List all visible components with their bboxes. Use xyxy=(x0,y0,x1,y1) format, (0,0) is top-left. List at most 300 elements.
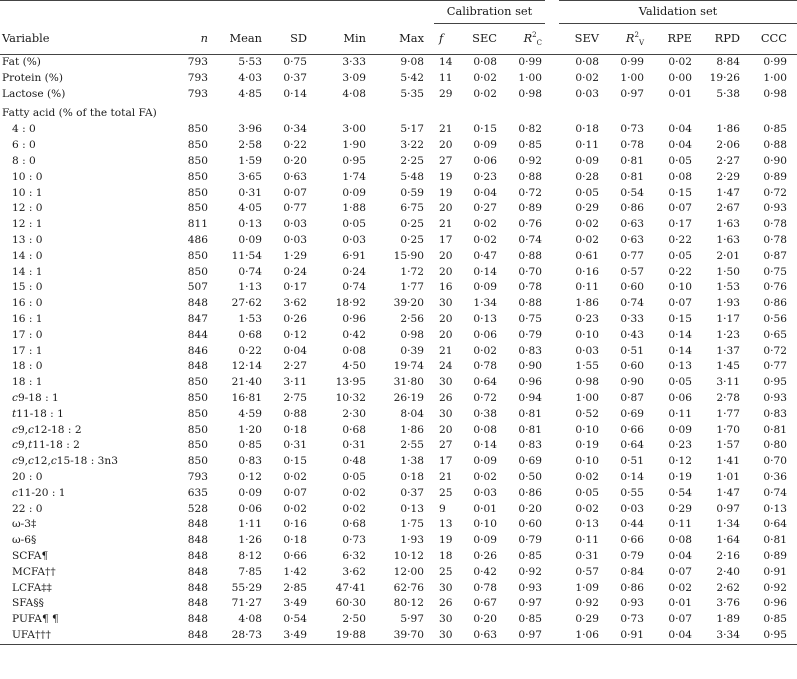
cell-value: 30 xyxy=(439,376,453,389)
table-row xyxy=(0,201,797,217)
cell-value: 0·11 xyxy=(668,518,692,531)
cell-value: 0·78 xyxy=(473,581,497,594)
cell-value: 0·04 xyxy=(283,344,307,357)
cell-value: 850 xyxy=(187,439,208,452)
section-label: Fatty acid (% of the total FA) xyxy=(2,106,157,119)
cell-value: 1·72 xyxy=(400,265,424,278)
cell-value: 3·22 xyxy=(400,139,424,152)
cell-value: 1·29 xyxy=(283,249,307,262)
cell-value: 0·68 xyxy=(238,328,262,341)
cell-value: 27 xyxy=(439,439,453,452)
cell-value: 3·76 xyxy=(716,597,740,610)
cell-value: 0·86 xyxy=(518,486,542,499)
cell-value: 0·78 xyxy=(763,233,787,246)
cell-value: 0·01 xyxy=(473,502,497,515)
cell-value: 3·34 xyxy=(702,628,750,644)
cell-value: 30 xyxy=(439,581,453,594)
cell-value: 4·85 xyxy=(238,87,262,100)
cell-value: 0·36 xyxy=(763,470,787,483)
cell-value: 0·06 xyxy=(668,391,692,404)
cell-value: 26 xyxy=(439,391,453,404)
cell-value: 0·88 xyxy=(283,407,307,420)
table-row xyxy=(0,612,797,628)
cell-value: 1·47 xyxy=(716,486,740,499)
table-row xyxy=(0,438,797,454)
cell-value: 0·02 xyxy=(668,56,692,68)
table-row xyxy=(0,170,797,186)
table-row xyxy=(0,186,797,202)
cell-value: 0·85 xyxy=(518,613,542,626)
cell-value: 1·53 xyxy=(238,312,262,325)
cell-value: 850 xyxy=(187,249,208,262)
cell-value: 0·05 xyxy=(575,486,599,499)
cell-value: 850 xyxy=(187,265,208,278)
cell-value: 26 xyxy=(439,597,453,610)
cell-value: 0·83 xyxy=(238,455,262,468)
calibration-set-heading: Calibration set xyxy=(434,1,552,24)
cell-value: 0·64 xyxy=(620,439,644,452)
cell-value: 0·98 xyxy=(400,328,424,341)
cell-value: 0·15 xyxy=(473,123,497,136)
cell-value: 0·42 xyxy=(342,328,366,341)
cell-value: 0·72 xyxy=(763,344,787,357)
cell-value: 20 xyxy=(439,328,453,341)
cell-value: 0·44 xyxy=(620,518,644,531)
cell-value: 0·19 xyxy=(575,439,599,452)
cell-value: 39·70 xyxy=(376,628,434,644)
cell-value: 0·96 xyxy=(763,597,787,610)
cell-value: 30 xyxy=(434,628,459,644)
cell-value: 0·78 xyxy=(473,360,497,373)
column-header-row xyxy=(0,24,797,55)
header-rpd: RPD xyxy=(702,24,750,55)
cell-value: 793 xyxy=(187,71,208,84)
cell-value: 0·81 xyxy=(518,423,542,436)
cell-value: 0·13 xyxy=(473,312,497,325)
cell-value: 6·32 xyxy=(342,549,366,562)
header-n: n xyxy=(166,24,218,55)
cell-value: 811 xyxy=(187,218,208,231)
cell-value: 0·15 xyxy=(283,455,307,468)
cell-value: 0·51 xyxy=(620,455,644,468)
row-variable: 17 : 0 xyxy=(12,328,43,341)
cell-value: 0·09 xyxy=(575,154,599,167)
cell-value: 0·00 xyxy=(668,71,692,84)
cell-value: 10·12 xyxy=(393,549,424,562)
cell-value: 13·95 xyxy=(335,376,366,389)
cell-value: 0·31 xyxy=(238,186,262,199)
cell-value: 0·66 xyxy=(620,534,644,547)
cell-value: 0·77 xyxy=(283,202,307,215)
cell-value: 0·14 xyxy=(668,328,692,341)
section-row-fatty-acid xyxy=(0,102,797,122)
cell-value: 18 xyxy=(439,549,453,562)
cell-value: 0·33 xyxy=(620,312,644,325)
cell-value: 0·85 xyxy=(518,139,542,152)
cell-value: 850 xyxy=(187,154,208,167)
table-row xyxy=(0,628,797,644)
table-row xyxy=(0,265,797,281)
cell-value: 0·20 xyxy=(283,154,307,167)
cell-value: 0·79 xyxy=(518,328,542,341)
cell-value: 21 xyxy=(439,470,453,483)
cell-value: 0·80 xyxy=(763,439,787,452)
cell-value: 5·38 xyxy=(716,87,740,100)
cell-value: 0·25 xyxy=(400,218,424,231)
cell-value: 0·05 xyxy=(342,470,366,483)
cell-value: 0·03 xyxy=(342,233,366,246)
cell-value: 1·86 xyxy=(716,123,740,136)
cell-value: 21 xyxy=(439,344,453,357)
cell-value: 0·65 xyxy=(763,328,787,341)
table-row xyxy=(0,154,797,170)
cell-value: 2·85 xyxy=(283,581,307,594)
header-sd: SD xyxy=(272,24,317,55)
cell-value: 0·54 xyxy=(668,486,692,499)
cell-value: 0·07 xyxy=(283,186,307,199)
header-r2c: $R^2_C$ xyxy=(507,24,552,55)
cell-value: 19 xyxy=(439,170,453,183)
cell-value: 0·15 xyxy=(668,186,692,199)
cell-value: 0·78 xyxy=(620,139,644,152)
cell-value: 1·75 xyxy=(400,518,424,531)
cell-value: 1·86 xyxy=(400,423,424,436)
cell-value: 486 xyxy=(187,233,208,246)
cell-value: 30 xyxy=(439,613,453,626)
cell-value: 0·11 xyxy=(575,139,599,152)
cell-value: 4·05 xyxy=(238,202,262,215)
cell-value: 0·69 xyxy=(518,455,542,468)
cell-value: 1·53 xyxy=(716,281,740,294)
cell-value: 0·72 xyxy=(518,186,542,199)
cell-value: 30 xyxy=(439,407,453,420)
cell-value: 0·88 xyxy=(763,139,787,152)
cell-value: 1·59 xyxy=(238,154,262,167)
cell-value: 0·39 xyxy=(400,344,424,357)
cell-value: 0·95 xyxy=(342,154,366,167)
row-variable: Protein (%) xyxy=(2,71,64,84)
cell-value: 0·79 xyxy=(620,549,644,562)
cell-value: 1·34 xyxy=(473,297,497,310)
cell-value: 0·99 xyxy=(763,56,787,68)
cell-value: 0·18 xyxy=(400,470,424,483)
cell-value: 60·30 xyxy=(335,597,366,610)
cell-value: 848 xyxy=(187,297,208,310)
cell-value: 13 xyxy=(439,518,453,531)
cell-value: 850 xyxy=(187,123,208,136)
cell-value: 0·14 xyxy=(668,344,692,357)
cell-value: 846 xyxy=(187,344,208,357)
cell-value: 0·06 xyxy=(473,154,497,167)
cell-value: 0·01 xyxy=(668,87,692,100)
row-variable: 18 : 0 xyxy=(12,360,43,373)
cell-value: 0·76 xyxy=(518,218,542,231)
table-row xyxy=(0,55,797,71)
row-variable: 22 : 0 xyxy=(12,502,43,515)
cell-value: 1·00 xyxy=(518,71,542,84)
cell-value: 1·57 xyxy=(716,439,740,452)
cell-value: 0·07 xyxy=(668,202,692,215)
row-variable: 20 : 0 xyxy=(12,470,43,483)
table-row xyxy=(0,407,797,423)
cell-value: 0·13 xyxy=(575,518,599,531)
cell-value: 3·49 xyxy=(283,597,307,610)
cell-value: 0·10 xyxy=(575,455,599,468)
cell-value: 0·90 xyxy=(518,360,542,373)
cell-value: 0·09 xyxy=(473,534,497,547)
row-variable: 13 : 0 xyxy=(12,233,43,246)
cell-value: 0·76 xyxy=(763,281,787,294)
cell-value: 0·74 xyxy=(238,265,262,278)
cell-value: 0·92 xyxy=(518,154,542,167)
cell-value: 8·84 xyxy=(716,56,740,68)
cell-value: 19 xyxy=(439,186,453,199)
cell-value: 0·17 xyxy=(283,281,307,294)
cell-value: 0·12 xyxy=(283,328,307,341)
cell-value: 0·23 xyxy=(473,170,497,183)
cell-value: 39·20 xyxy=(393,297,424,310)
cell-value: 0·22 xyxy=(668,265,692,278)
cell-value: 0·25 xyxy=(400,233,424,246)
row-variable: 10 : 0 xyxy=(12,170,43,183)
cell-value: 17 xyxy=(439,455,453,468)
cell-value: 0·02 xyxy=(575,233,599,246)
cell-value: 0·83 xyxy=(763,407,787,420)
cell-value: 0·20 xyxy=(518,502,542,515)
cell-value: 0·07 xyxy=(283,486,307,499)
cell-value: 19·26 xyxy=(709,71,740,84)
table-row xyxy=(0,596,797,612)
cell-value: 0·15 xyxy=(668,312,692,325)
cell-value: 0·99 xyxy=(620,56,644,68)
cell-value: 2·29 xyxy=(716,170,740,183)
table-row xyxy=(0,87,797,103)
cell-value: 0·02 xyxy=(473,233,497,246)
cell-value: 0·34 xyxy=(283,123,307,136)
cell-value: 0·09 xyxy=(473,139,497,152)
cell-value: 1·74 xyxy=(342,170,366,183)
cell-value: 0·42 xyxy=(473,565,497,578)
cell-value: 20 xyxy=(439,265,453,278)
cell-value: 2·78 xyxy=(716,391,740,404)
cell-value: 0·87 xyxy=(763,249,787,262)
cell-value: 0·06 xyxy=(473,328,497,341)
cell-value: 0·92 xyxy=(518,565,542,578)
cell-value: 0·95 xyxy=(763,376,787,389)
table-row xyxy=(0,581,797,597)
cell-value: 0·08 xyxy=(473,423,497,436)
cell-value: 0·03 xyxy=(473,486,497,499)
cell-value: 0·82 xyxy=(518,123,542,136)
cell-value: 0·96 xyxy=(518,376,542,389)
cell-value: 847 xyxy=(187,312,208,325)
cell-value: 1·38 xyxy=(400,455,424,468)
cell-value: 26·19 xyxy=(393,391,424,404)
header-rpe: RPE xyxy=(654,24,702,55)
cell-value: 0·19 xyxy=(668,470,692,483)
cell-value: 0·14 xyxy=(473,439,497,452)
row-variable: SCFA¶ xyxy=(12,549,49,562)
cell-value: 1·70 xyxy=(716,423,740,436)
cell-value: 0·77 xyxy=(763,360,787,373)
table-row xyxy=(0,233,797,249)
cell-value: 2·50 xyxy=(342,613,366,626)
row-variable: Lactose (%) xyxy=(2,87,66,100)
cell-value: 0·81 xyxy=(763,534,787,547)
cell-value: 0·10 xyxy=(575,328,599,341)
cell-value: 2·27 xyxy=(716,154,740,167)
cell-value: 8·04 xyxy=(400,407,424,420)
cell-value: 0·07 xyxy=(668,613,692,626)
cell-value: 3·11 xyxy=(716,376,740,389)
header-f: f xyxy=(434,24,459,55)
cell-value: 0·78 xyxy=(518,281,542,294)
cell-value: 0·02 xyxy=(283,502,307,515)
cell-value: 0·51 xyxy=(620,344,644,357)
cell-value: 0·18 xyxy=(283,423,307,436)
cell-value: 4·03 xyxy=(238,71,262,84)
cell-value: 848 xyxy=(187,597,208,610)
cell-value: 850 xyxy=(187,391,208,404)
cell-value: 19·88 xyxy=(317,628,376,644)
row-variable: 6 : 0 xyxy=(12,139,36,152)
cell-value: 0·96 xyxy=(342,312,366,325)
cell-value: 0·75 xyxy=(518,312,542,325)
cell-value: 25 xyxy=(439,486,453,499)
row-variable: 4 : 0 xyxy=(12,123,36,136)
cell-value: 1·77 xyxy=(400,281,424,294)
cell-value: 0·23 xyxy=(575,312,599,325)
row-variable: 12 : 0 xyxy=(12,202,43,215)
cell-value: 0·26 xyxy=(473,549,497,562)
cell-value: 3·49 xyxy=(272,628,317,644)
cell-value: 0·61 xyxy=(575,249,599,262)
cell-value: 850 xyxy=(187,202,208,215)
cell-value: 0·27 xyxy=(473,202,497,215)
cell-value: 0·04 xyxy=(654,628,702,644)
cell-value: 0·20 xyxy=(473,613,497,626)
cell-value: 0·63 xyxy=(459,628,507,644)
cell-value: 0·89 xyxy=(763,170,787,183)
cell-value: 848 xyxy=(187,613,208,626)
cell-value: 1·88 xyxy=(342,202,366,215)
cell-value: 1·09 xyxy=(575,581,599,594)
cell-value: 18·92 xyxy=(335,297,366,310)
table-row xyxy=(0,470,797,486)
cell-value: 0·86 xyxy=(620,202,644,215)
cell-value: 0·66 xyxy=(283,549,307,562)
table-row xyxy=(0,423,797,439)
cell-value: 0·18 xyxy=(283,534,307,547)
cell-value: 1·06 xyxy=(552,628,609,644)
cell-value: 3·00 xyxy=(342,123,366,136)
cell-value: 848 xyxy=(187,360,208,373)
cell-value: 0·60 xyxy=(620,360,644,373)
cell-value: 2·01 xyxy=(716,249,740,262)
cell-value: 0·37 xyxy=(400,486,424,499)
table-row xyxy=(0,122,797,138)
cell-value: 850 xyxy=(187,170,208,183)
table-row xyxy=(0,375,797,391)
cell-value: 0·63 xyxy=(283,170,307,183)
row-variable: 10 : 1 xyxy=(12,186,43,199)
cell-value: 11 xyxy=(439,71,453,84)
cell-value: 0·73 xyxy=(620,613,644,626)
cell-value: 16·81 xyxy=(231,391,262,404)
cell-value: 0·02 xyxy=(283,470,307,483)
cell-value: 2·75 xyxy=(283,391,307,404)
cell-value: 0·93 xyxy=(763,202,787,215)
cell-value: 528 xyxy=(187,502,208,515)
cell-value: 848 xyxy=(166,628,218,644)
cell-value: 0·05 xyxy=(668,154,692,167)
cell-value: 0·11 xyxy=(575,534,599,547)
cell-value: 848 xyxy=(187,534,208,547)
cell-value: 0·64 xyxy=(763,518,787,531)
cell-value: 4·59 xyxy=(238,407,262,420)
cell-value: 2·06 xyxy=(716,139,740,152)
cell-value: 0·56 xyxy=(763,312,787,325)
cell-value: 0·26 xyxy=(283,312,307,325)
cell-value: 848 xyxy=(187,565,208,578)
cell-value: 793 xyxy=(187,470,208,483)
header-max: Max xyxy=(376,24,434,55)
cell-value: 0·74 xyxy=(763,486,787,499)
cell-value: 0·06 xyxy=(238,502,262,515)
row-variable: c9,c12-18 : 2 xyxy=(12,423,82,436)
row-variable: c9,c12,c15-18 : 3n3 xyxy=(12,455,118,468)
cell-value: 6·75 xyxy=(400,202,424,215)
row-variable: t11-18 : 1 xyxy=(12,407,64,420)
cell-value: 0·85 xyxy=(238,439,262,452)
cell-value: 0·04 xyxy=(668,123,692,136)
cell-value: 0·09 xyxy=(473,281,497,294)
cell-value: 0·16 xyxy=(283,518,307,531)
cell-value: 1·34 xyxy=(716,518,740,531)
table-row xyxy=(0,217,797,233)
cell-value: 0·38 xyxy=(473,407,497,420)
row-variable: 12 : 1 xyxy=(12,218,43,231)
cell-value: 3·65 xyxy=(238,170,262,183)
cell-value: 0·57 xyxy=(575,565,599,578)
cell-value: 0·10 xyxy=(668,281,692,294)
cell-value: 0·63 xyxy=(620,233,644,246)
cell-value: 0·97 xyxy=(716,502,740,515)
cell-value: 0·93 xyxy=(518,581,542,594)
cell-value: 4·08 xyxy=(238,613,262,626)
cell-value: 850 xyxy=(187,423,208,436)
cell-value: 0·28 xyxy=(575,170,599,183)
cell-value: 19·74 xyxy=(393,360,424,373)
row-variable: 14 : 0 xyxy=(12,249,43,262)
cell-value: 2·16 xyxy=(716,549,740,562)
cell-value: 0·31 xyxy=(575,549,599,562)
cell-value: 0·16 xyxy=(575,265,599,278)
table-row xyxy=(0,344,797,360)
cell-value: 12·00 xyxy=(393,565,424,578)
cell-value: 20 xyxy=(439,139,453,152)
cell-value: 28·73 xyxy=(218,628,272,644)
cell-value: 1·93 xyxy=(400,534,424,547)
cell-value: 3·11 xyxy=(283,376,307,389)
cell-value: 9 xyxy=(439,502,446,515)
cell-value: 0·05 xyxy=(668,376,692,389)
cell-value: 1·89 xyxy=(716,613,740,626)
cell-value: 1·55 xyxy=(575,360,599,373)
cell-value: 0·85 xyxy=(763,613,787,626)
cell-value: 0·70 xyxy=(763,455,787,468)
cell-value: 0·88 xyxy=(518,297,542,310)
